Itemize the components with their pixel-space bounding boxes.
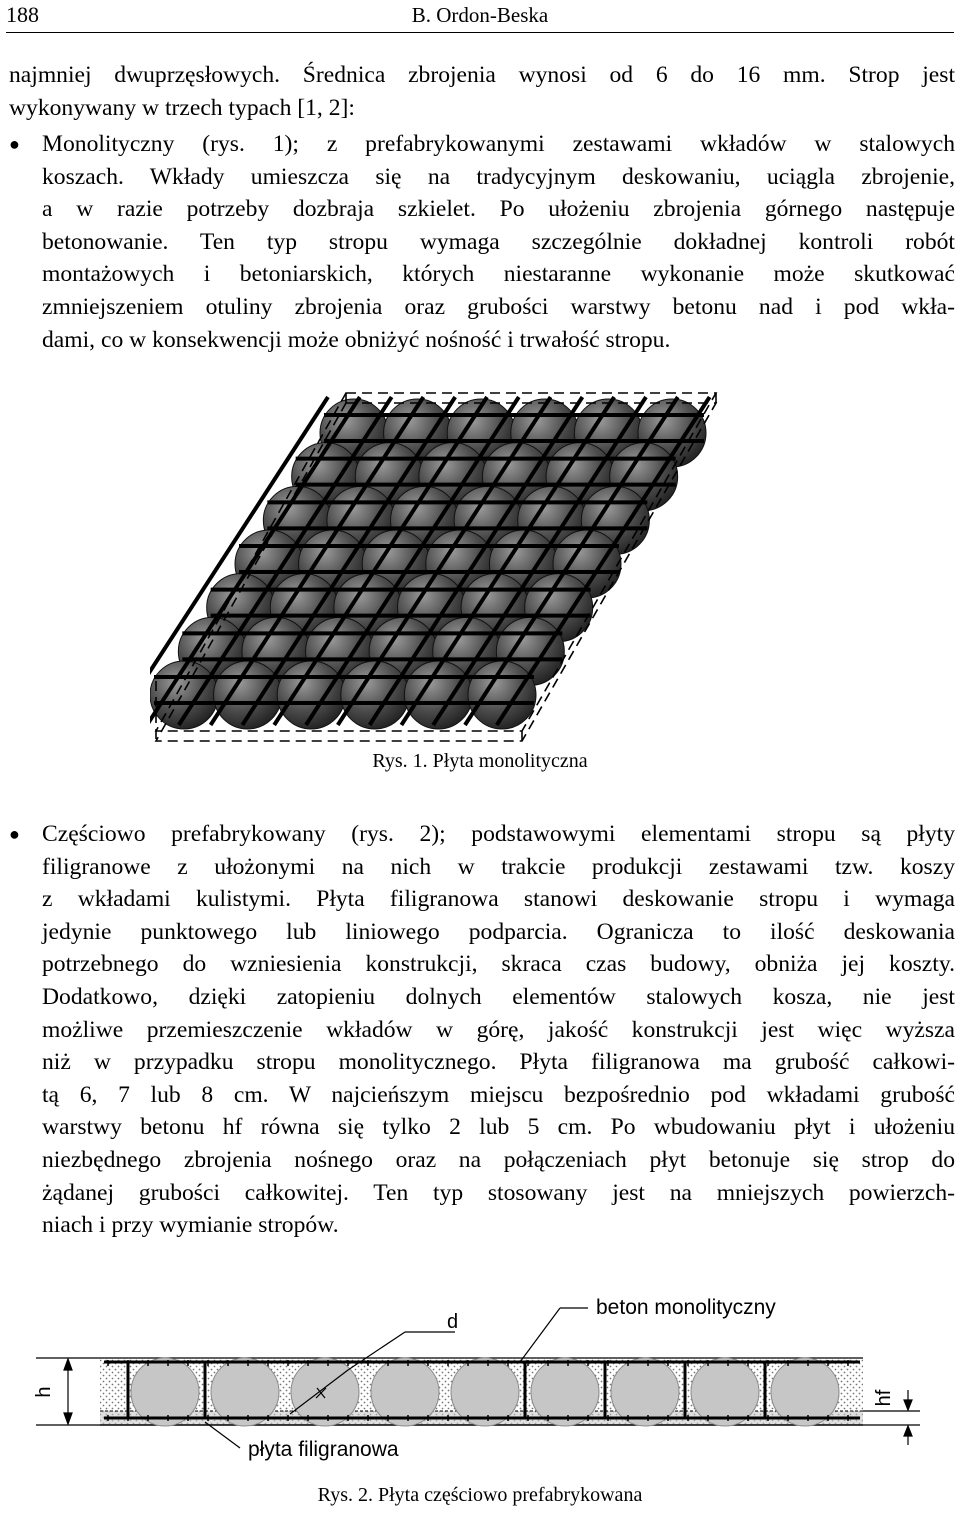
figure-1-monolithic-slab xyxy=(150,385,730,750)
section-ball xyxy=(211,1358,279,1426)
text-line: jedynie punktowego lub liniowego podparcia. Ogranicza to ilość deskowania xyxy=(42,918,955,945)
leader-plyta xyxy=(205,1422,240,1448)
text-line: potrzebnego do wzniesienia konstrukcji, skraca czas budowy, obniża jej koszty. xyxy=(42,951,955,978)
bullet-monolithic xyxy=(42,128,955,356)
section-ball xyxy=(531,1358,599,1426)
text-line: betonowanie. Ten typ stropu wymaga szczególnie dokładnej kontroli robót xyxy=(42,228,955,255)
section-ball xyxy=(611,1358,679,1426)
text-line: wykonywany w trzech typach [1, 2]: xyxy=(9,94,355,121)
section-ball xyxy=(451,1358,519,1426)
label-h: h xyxy=(33,1386,55,1398)
header-rule xyxy=(6,32,954,33)
text-line: tą 6, 7 lub 8 cm. W najcieńszym miejscu bezpośrednio pod wkładami grubość xyxy=(42,1081,955,1108)
text-line: dami, co w konsekwencji może obniżyć nośność i trwałość stropu. xyxy=(42,326,671,353)
text-line: możliwe przemieszczenie wkładów w górę, jakość konstrukcji jest więc wyższa xyxy=(42,1016,955,1043)
text-line: filigranowe z ułożonymi na nich w trakcie produkcji zestawami tzw. koszy xyxy=(42,853,955,880)
ball-inserts xyxy=(150,399,706,729)
label-plyta-filigranowa: płyta filigranowa xyxy=(248,1438,399,1461)
figure-2-caption: Rys. 2. Płyta częściowo prefabrykowana xyxy=(317,1484,643,1506)
label-beton-monolityczny: beton monolityczny xyxy=(596,1296,776,1319)
bullet-dot: ● xyxy=(9,824,20,844)
section-ball xyxy=(691,1358,759,1426)
section-ball-inserts xyxy=(131,1358,839,1426)
text-line: koszach. Wkłady umieszcza się na tradycyjnym deskowaniu, uciągla zbrojenie, xyxy=(42,163,955,190)
bullet-dot: ● xyxy=(9,134,20,154)
bullet-partially-prefab xyxy=(42,818,955,1242)
text-line: Dodatkowo, dzięki zatopieniu dolnych elementów stalowych kosza, nie jest xyxy=(42,983,955,1010)
intro-paragraph xyxy=(9,59,955,124)
leader-beton-diag xyxy=(520,1308,560,1362)
section-ball xyxy=(291,1358,359,1426)
text-line: niż w przypadku stropu monolitycznego. Płyta filigranowa ma grubość całkowi- xyxy=(42,1049,955,1076)
running-head-author: B. Ordon-Beska xyxy=(411,3,549,27)
text-line: warstwy betonu hf równa się tylko 2 lub 5 cm. Po wbudowaniu płyt i ułożeniu xyxy=(42,1114,955,1141)
figure-1-caption: Rys. 1. Płyta monolityczna xyxy=(372,750,588,772)
section-ball xyxy=(771,1358,839,1426)
text-line: niezbędnego zbrojenia nośnego oraz na połączeniach płyt betonuje się strop do xyxy=(42,1146,955,1173)
text-line: niach i przy wymianie stropów. xyxy=(42,1212,339,1239)
text-line: z wkładami kulistymi. Płyta filigranowa stanowi deskowanie stropu i wymaga xyxy=(42,886,955,913)
label-d: d xyxy=(447,1311,459,1333)
text-line: Częściowo prefabrykowany (rys. 2); podstawowymi elementami stropu są płyty xyxy=(42,821,955,847)
figure-2-filigree-slab xyxy=(0,1290,960,1470)
text-line: żądanej grubości całkowitej. Ten typ stosowany jest na mniejszych powierzch- xyxy=(42,1179,955,1206)
text-line: a w razie potrzeby dozbraja szkielet. Po ułożeniu zbrojenia górnego następuje xyxy=(42,196,955,223)
text-line: Monolityczny (rys. 1); z prefabrykowanymi zestawami wkładów w stalowych xyxy=(42,131,955,157)
page-header xyxy=(0,0,960,36)
text-line: najmniej dwuprzęsłowych. Średnica zbrojenia wynosi od 6 do 16 mm. Strop jest xyxy=(9,62,955,88)
text-line: montażowych i betoniarskich, których niestaranne wykonanie może skutkować xyxy=(42,261,955,288)
page-number: 188 xyxy=(6,2,39,27)
section-ball xyxy=(371,1358,439,1426)
label-hf: hf xyxy=(873,1389,895,1407)
text-line: zmniejszeniem otuliny zbrojenia oraz grubości warstwy betonu nad i pod wkła- xyxy=(42,293,955,320)
section-ball xyxy=(131,1358,199,1426)
